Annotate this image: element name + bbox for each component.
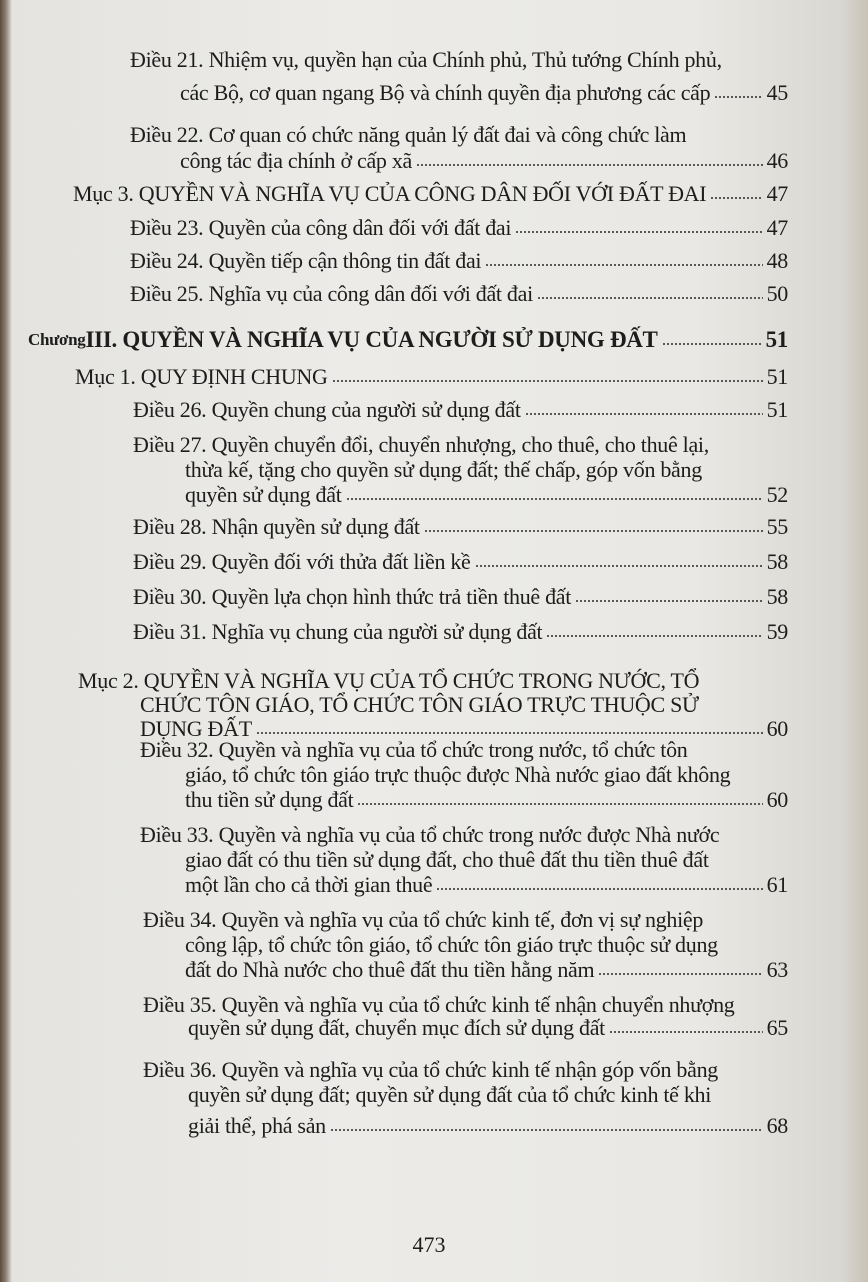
toc-page-number: 46 [766, 148, 788, 173]
toc-entry-text: DỤNG ĐẤT [140, 716, 252, 741]
toc-page-number: 58 [766, 584, 788, 609]
dot-leader [662, 342, 763, 346]
toc-entry-text: Điều 33. Quyền và nghĩa vụ của tổ chức trong nước được Nhà nước [140, 822, 720, 847]
toc-entry-text: Điều 21. Nhiệm vụ, quyền hạn của Chính phủ, Thủ tướng Chính phủ, [130, 47, 722, 72]
toc-entry [133, 549, 788, 575]
dot-leader [416, 163, 763, 167]
toc-page-number: 63 [766, 957, 788, 982]
toc-entry-text: Mục 1. QUY ĐỊNH CHUNG [75, 364, 328, 389]
toc-entry [75, 364, 788, 390]
dot-leader [436, 887, 763, 891]
toc-entry-continuation [185, 872, 788, 898]
toc-page-number: 68 [766, 1113, 788, 1138]
toc-entry-text: Điều 34. Quyền và nghĩa vụ của tổ chức kinh tế, đơn vị sự nghiệp [143, 907, 704, 932]
toc-entry-text: công lập, tổ chức tôn giáo, tổ chức tôn giáo trực thuộc sử dụng [185, 932, 718, 957]
toc-entry-text: quyền sử dụng đất, chuyển mục đích sử dụng đất [188, 1015, 605, 1040]
dot-leader [424, 529, 763, 533]
toc-entry [130, 281, 788, 307]
toc-page-number: 65 [766, 1015, 788, 1040]
dot-leader [475, 564, 763, 568]
dot-leader [609, 1030, 763, 1034]
toc-entry [140, 737, 788, 763]
toc-page-number: 45 [766, 80, 788, 105]
toc-entry-text: Điều 27. Quyền chuyển đổi, chuyển nhượng, cho thuê, cho thuê lại, [133, 432, 709, 457]
toc-entry-text: Điều 25. Nghĩa vụ của công dân đối với đất đai [130, 281, 533, 306]
toc-page-number: 50 [766, 281, 788, 306]
toc-page-number: 52 [766, 482, 788, 507]
dot-leader [515, 230, 763, 234]
toc-page-number: 51 [765, 327, 788, 352]
toc-entry-continuation [188, 1113, 788, 1139]
toc-entry [133, 397, 788, 423]
dot-leader [525, 412, 763, 416]
dot-leader [330, 1128, 763, 1132]
toc-entry-continuation [180, 80, 788, 106]
toc-entry [143, 1057, 788, 1083]
dot-leader [598, 972, 763, 976]
dot-leader [546, 634, 763, 638]
dot-leader [714, 95, 763, 99]
toc-page-number: 61 [766, 872, 788, 897]
toc-entry-continuation [185, 762, 788, 788]
toc-entry-continuation [185, 482, 788, 508]
toc-entry-text: thừa kế, tặng cho quyền sử dụng đất; thế chấp, góp vốn bằng [185, 457, 702, 482]
toc-entry-text: giáo, tổ chức tôn giáo trực thuộc được Nhà nước giao đất không [185, 762, 731, 787]
toc-entry [130, 248, 788, 274]
toc-entry-text: III. QUYỀN VÀ NGHĨA VỤ CỦA NGƯỜI SỬ DỤNG ĐẤT [85, 327, 658, 352]
toc-page-number: 51 [766, 364, 788, 389]
toc-entry-text: Mục 2. QUYỀN VÀ NGHĨA VỤ CỦA TỔ CHỨC TRONG NƯỚC, TỔ [78, 668, 700, 693]
chapter-label: Chương [28, 330, 86, 349]
toc-entry [133, 619, 788, 645]
dot-leader [537, 296, 763, 300]
toc-entry-text: Điều 35. Quyền và nghĩa vụ của tổ chức kinh tế nhận chuyển nhượng [143, 992, 735, 1017]
toc-entry-continuation [185, 787, 788, 813]
toc-page-number: 51 [766, 397, 788, 422]
dot-leader [256, 731, 763, 735]
toc-page-number: 59 [766, 619, 788, 644]
toc-entry [130, 47, 788, 73]
toc-entry-continuation [188, 1082, 788, 1108]
toc-entry [143, 907, 788, 933]
toc-entry-text: Điều 28. Nhận quyền sử dụng đất [133, 514, 420, 539]
toc-entry-text: một lần cho cả thời gian thuê [185, 872, 433, 897]
toc-entry-text: giao đất có thu tiền sử dụng đất, cho thuê đất thu tiền thuê đất [185, 847, 709, 872]
toc-entry [130, 122, 788, 148]
toc-entry [133, 514, 788, 540]
toc-page-number: 60 [766, 716, 788, 741]
toc-entry-continuation [185, 847, 788, 873]
toc-page-number: 58 [766, 549, 788, 574]
toc-entry-text: đất do Nhà nước cho thuê đất thu tiền hằng năm [185, 957, 595, 982]
toc-entry-text: Điều 29. Quyền đối với thửa đất liền kề [133, 549, 471, 574]
toc-entry-text: CHỨC TÔN GIÁO, TỔ CHỨC TÔN GIÁO TRỰC THUỘC SỬ [140, 692, 699, 717]
toc-entry-text: Điều 23. Quyền của công dân đối với đất đai [130, 215, 512, 240]
toc-entry-text: thu tiền sử dụng đất [185, 787, 354, 812]
toc-entry-text: Điều 31. Nghĩa vụ chung của người sử dụng đất [133, 619, 543, 644]
toc-entry-text: Điều 24. Quyền tiếp cận thông tin đất đai [130, 248, 482, 273]
toc-entry-text: Điều 22. Cơ quan có chức năng quản lý đất đai và công chức làm [130, 122, 687, 147]
toc-entry-text: Điều 30. Quyền lựa chọn hình thức trả tiền thuê đất [133, 584, 572, 609]
toc-page-number: 47 [766, 181, 788, 206]
toc-page-number: 55 [766, 514, 788, 539]
toc-page-number: 47 [766, 215, 788, 240]
dot-leader [485, 263, 763, 267]
toc-entry [133, 584, 788, 610]
toc-entry-continuation [140, 692, 788, 718]
toc-page-number: 48 [766, 248, 788, 273]
toc-entry-continuation [185, 932, 788, 958]
toc-entry-text: quyền sử dụng đất [185, 482, 342, 507]
dot-leader [357, 802, 763, 806]
toc-entry [73, 181, 788, 207]
toc-entry [130, 215, 788, 241]
toc-entry-continuation [188, 1015, 788, 1041]
toc-entry-text: công tác địa chính ở cấp xã [180, 148, 412, 173]
dot-leader [346, 497, 763, 501]
toc-entry [140, 822, 788, 848]
dot-leader [710, 196, 763, 200]
toc-entry-text: giải thể, phá sản [188, 1113, 326, 1138]
toc-entry-text: Mục 3. QUYỀN VÀ NGHĨA VỤ CỦA CÔNG DÂN ĐỐI VỚI ĐẤT ĐAI [73, 181, 707, 206]
toc-entry [133, 432, 788, 458]
toc-entry-text: quyền sử dụng đất; quyền sử dụng đất của tổ chức kinh tế khi [188, 1082, 712, 1107]
dot-leader [332, 379, 763, 383]
toc-entry-continuation [180, 148, 788, 174]
toc-page-number: 60 [766, 787, 788, 812]
toc-entry-text: Điều 32. Quyền và nghĩa vụ của tổ chức trong nước, tổ chức tôn [140, 737, 688, 762]
page-number: 473 [412, 1232, 446, 1257]
toc-entry-text: Điều 36. Quyền và nghĩa vụ của tổ chức kinh tế nhận góp vốn bằng [143, 1057, 718, 1082]
toc-entry-text: Điều 26. Quyền chung của người sử dụng đất [133, 397, 521, 422]
toc-entry-text: các Bộ, cơ quan ngang Bộ và chính quyền địa phương các cấp [180, 80, 711, 105]
toc-entry-continuation [185, 457, 788, 483]
toc-entry-continuation [185, 957, 788, 983]
toc-entry [28, 327, 788, 353]
toc-entry [78, 668, 788, 694]
dot-leader [575, 599, 763, 603]
